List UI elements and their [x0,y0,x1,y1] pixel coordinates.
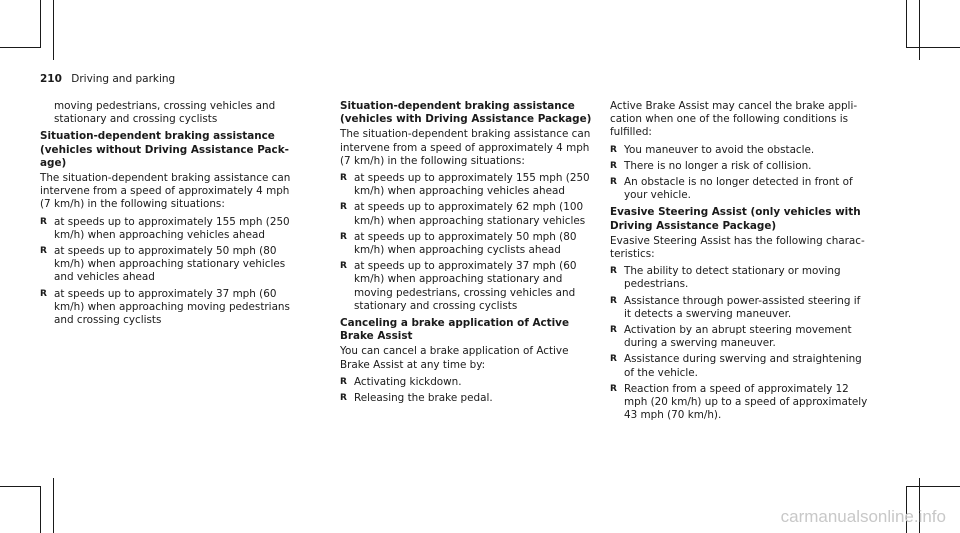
bullet-icon: R [610,354,617,365]
list-item: R Assistance through power-assisted steering if it detects a swerving maneuver. [610,294,861,320]
crop-mark [906,0,907,48]
bullet-icon: R [610,144,617,155]
column-1 [40,100,300,331]
list-item: R at speeds up to approximately 37 mph (60 km/h) when approaching stationary and moving pedestrians, crossing vehicles and stationary and crossing cyclists [340,260,577,312]
bullet-icon: R [610,160,617,171]
bullet-icon: R [340,202,347,213]
bullet-icon: R [610,266,617,277]
bullet-list [610,265,870,422]
crop-mark [40,486,41,533]
list-item: R You maneuver to avoid the obstacle. [610,143,815,156]
bullet-icon: R [340,393,347,404]
bullet-icon: R [340,261,347,272]
bullet-icon: R [610,177,617,188]
list-item: R at speeds up to approximately 155 mph (250 km/h) when approaching vehicles ahead [340,172,590,198]
paragraph: The situation-dependent braking assistance can intervene from a speed of approximately 4 mph (7 km/h) in the following situations: [340,128,591,167]
crop-mark [0,47,41,48]
list-item: R at speeds up to approximately 50 mph (80 km/h) when approaching cyclists ahead [340,230,577,257]
section-title: Driving and parking [71,73,176,85]
paragraph: The situation-dependent braking assistance can intervene from a speed of approximately 4 mph (7 km/h) in the following situations: [40,172,291,211]
page-header [40,73,175,85]
paragraph: Evasive Steering Assist has the following characteristics: [610,234,865,261]
bullet-icon: R [40,246,47,257]
bullet-list [340,172,600,313]
section-heading: Canceling a brake application of Active Brake Assist [340,317,570,343]
bullet-icon: R [40,216,47,227]
crop-mark [40,0,41,48]
bullet-icon: R [610,295,617,306]
bullet-icon: R [610,325,617,336]
column-2 [340,100,600,409]
column-3 [610,100,870,426]
list-item: R Reaction from a speed of approximately 12 mph (20 km/h) up to a speed of approximately 43 mph (70 km/h). [610,382,868,422]
section-heading: Evasive Steering Assist (only vehicles with Driving Assistance Package) [610,206,861,232]
continuation-text: moving pedestrians, crossing vehicles and stationary and crossing cyclists [54,100,276,126]
crop-mark [53,478,54,533]
paragraph: You can cancel a brake application of Active Brake Assist at any time by: [340,345,569,371]
crop-mark [0,486,41,487]
bullet-list [610,144,870,203]
bullet-icon: R [610,383,617,394]
list-item: R An obstacle is no longer detected in front of your vehicle. [610,176,853,202]
list-item: R at speeds up to approximately 62 mph (100 km/h) when approaching stationary vehicles [340,201,586,227]
list-item: R Activation by an abrupt steering movement during a swerving maneuver. [610,324,852,350]
bullet-icon: R [340,376,347,387]
list-item: R There is no longer a risk of collision. [610,159,812,172]
list-item: R Assistance during swerving and straightening of the vehicle. [610,353,862,379]
bullet-icon: R [40,288,47,299]
list-item: R at speeds up to approximately 37 mph (60 km/h) when approaching moving pedestrians and crossing cyclists [40,287,290,327]
page-number: 210 [40,73,62,85]
list-item: R Releasing the brake pedal. [340,392,493,405]
section-heading: Situation-dependent braking assistance (vehicles without Driving Assistance Package) [40,130,289,169]
watermark: carmanualsonline.info [780,507,946,526]
section-heading: Situation-dependent braking assistance (vehicles with Driving Assistance Package) [340,100,592,126]
crop-mark [919,0,920,60]
crop-mark [906,47,960,48]
bullet-icon: R [340,231,347,242]
list-item: R at speeds up to approximately 155 mph (250 km/h) when approaching vehicles ahead [40,215,290,241]
bullet-icon: R [340,173,347,184]
list-item: R at speeds up to approximately 50 mph (80 km/h) when approaching stationary vehicles and vehicles ahead [40,245,286,284]
bullet-list [40,216,300,328]
crop-mark [53,0,54,60]
paragraph: Active Brake Assist may cancel the brake application when one of the following conditions is fulfilled: [610,100,858,139]
list-item: R Activating kickdown. [340,375,462,388]
list-item: R The ability to detect stationary or moving pedestrians. [610,265,841,291]
bullet-list [340,376,600,405]
crop-mark [906,486,960,487]
